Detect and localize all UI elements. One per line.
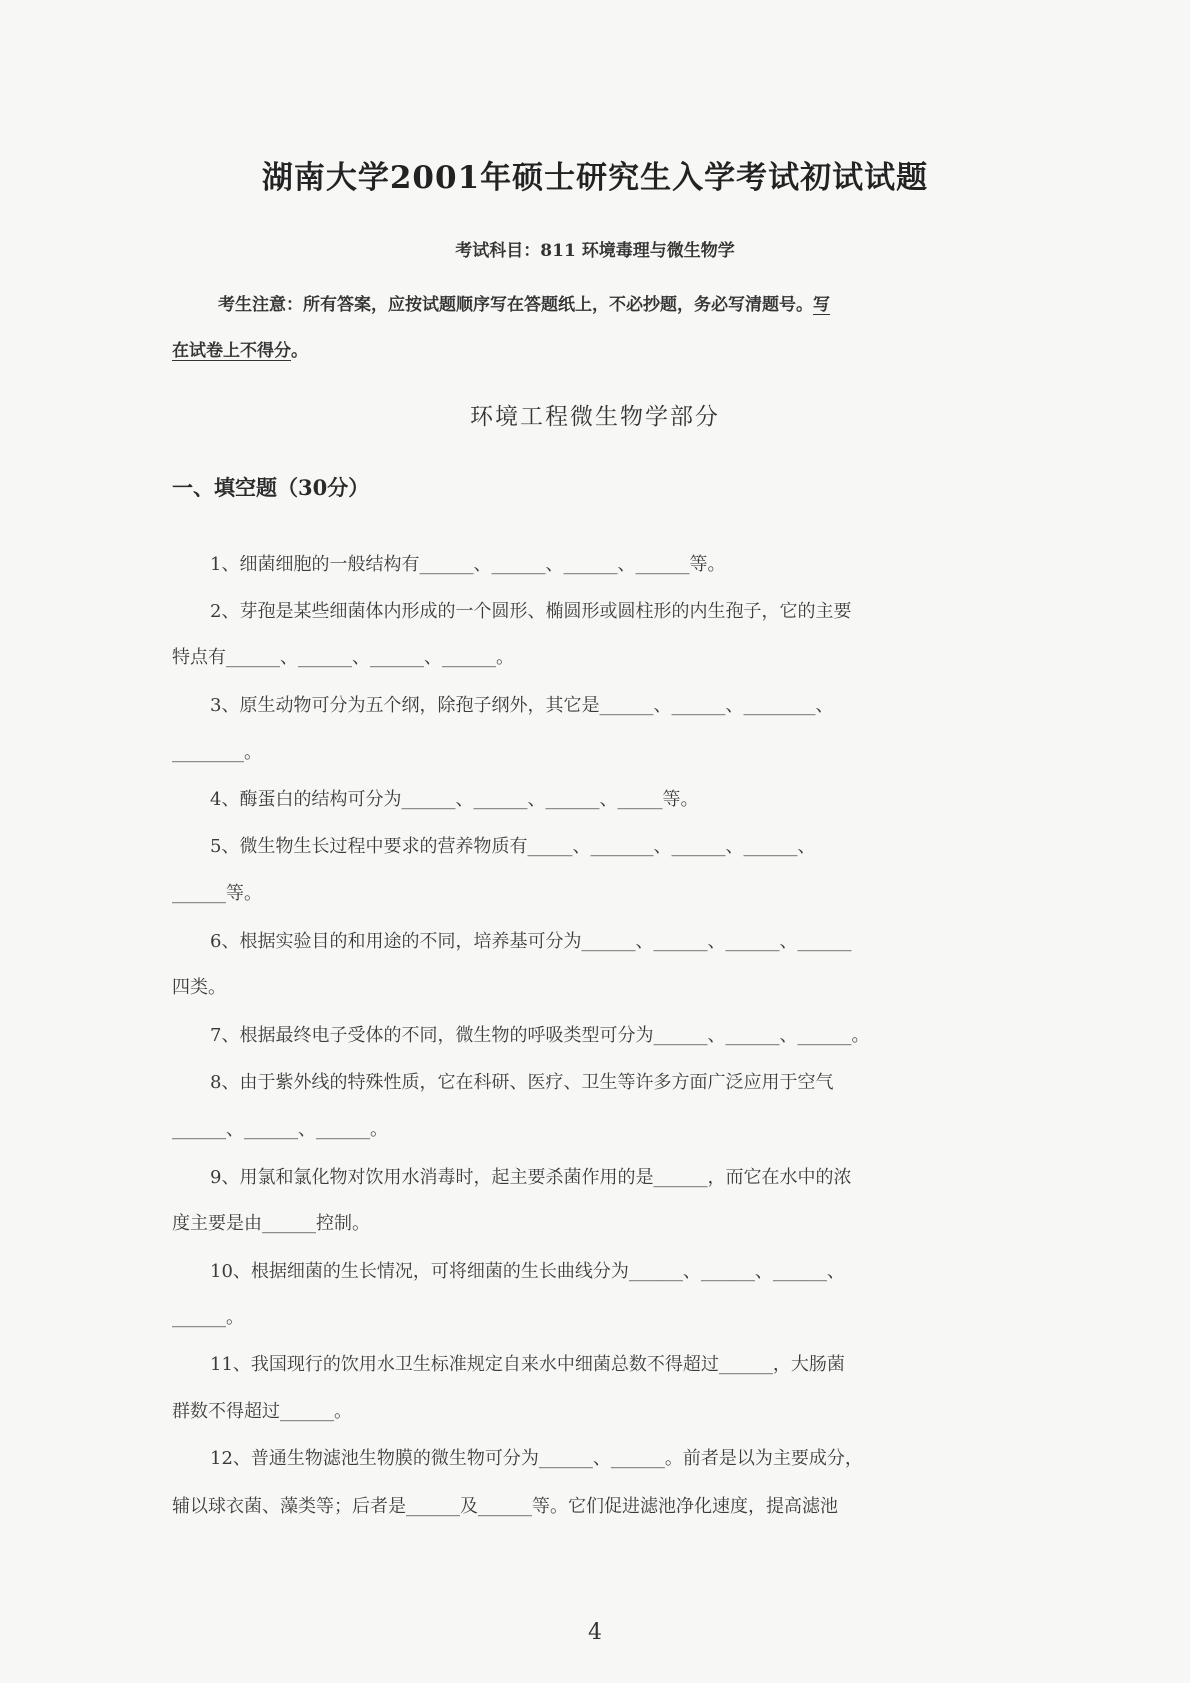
question-line: 10、根据细菌的生长情况，可将细菌的生长曲线分为______、______、______、 bbox=[210, 1261, 845, 1282]
question-line: 四类。 bbox=[172, 977, 226, 998]
question-heading: 一、填空题（30分） bbox=[172, 475, 370, 500]
candidate-notice-continued bbox=[172, 336, 1022, 361]
question-line: ______等。 bbox=[172, 883, 262, 904]
notice-suffix: 。 bbox=[291, 341, 308, 361]
notice-underlined-end: 在试卷上不得分 bbox=[172, 341, 291, 361]
question-line: ______、______、______。 bbox=[172, 1119, 388, 1140]
question-line: 1、细菌细胞的一般结构有______、______、______、______等。 bbox=[210, 554, 726, 575]
question-line: 7、根据最终电子受体的不同，微生物的呼吸类型可分为______、______、______。 bbox=[210, 1025, 870, 1046]
question-line: 5、微生物生长过程中要求的营养物质有_____、_______、______、______、 bbox=[210, 836, 816, 857]
page-number: 4 bbox=[588, 1620, 602, 1645]
question-line: 辅以球衣菌、藻类等；后者是______及______等。它们促进滤池净化速度，提高滤池 bbox=[172, 1496, 838, 1517]
question-line: 11、我国现行的饮用水卫生标准规定自来水中细菌总数不得超过______，大肠菌 bbox=[210, 1354, 845, 1375]
question-line: 特点有______、______、______、______。 bbox=[172, 647, 514, 668]
candidate-notice bbox=[218, 290, 1018, 315]
exam-subject: 考试科目：811 环境毒理与微生物学 bbox=[455, 241, 735, 261]
question-line: 3、原生动物可分为五个纲，除孢子纲外，其它是______、______、________、 bbox=[210, 695, 834, 716]
question-line: 度主要是由______控制。 bbox=[172, 1213, 370, 1234]
question-line: 群数不得超过______。 bbox=[172, 1401, 352, 1422]
page-title: 湖南大学2001年硕士研究生入学考试初试试题 bbox=[261, 160, 929, 196]
question-line: 6、根据实验目的和用途的不同，培养基可分为______、______、______、______ bbox=[210, 931, 852, 952]
question-line: 12、普通生物滤池生物膜的微生物可分为______、______。前者是以为主要成分， bbox=[210, 1448, 863, 1469]
notice-text: 考生注意：所有答案，应按试题顺序写在答题纸上，不必抄题，务必写清题号。 bbox=[218, 295, 813, 315]
question-line: 2、芽孢是某些细菌体内形成的一个圆形、椭圆形或圆柱形的内生孢子，它的主要 bbox=[210, 601, 852, 622]
question-line: ______。 bbox=[172, 1307, 244, 1328]
section-title: 环境工程微生物学部分 bbox=[470, 404, 720, 430]
question-line: 8、由于紫外线的特殊性质，它在科研、医疗、卫生等许多方面广泛应用于空气 bbox=[210, 1072, 834, 1093]
question-line: 4、酶蛋白的结构可分为______、______、______、_____等。 bbox=[210, 789, 699, 810]
question-line: ________。 bbox=[172, 742, 262, 763]
question-line: 9、用氯和氯化物对饮用水消毒时，起主要杀菌作用的是______，而它在水中的浓 bbox=[210, 1167, 852, 1188]
notice-underlined-start: 写 bbox=[813, 295, 830, 315]
